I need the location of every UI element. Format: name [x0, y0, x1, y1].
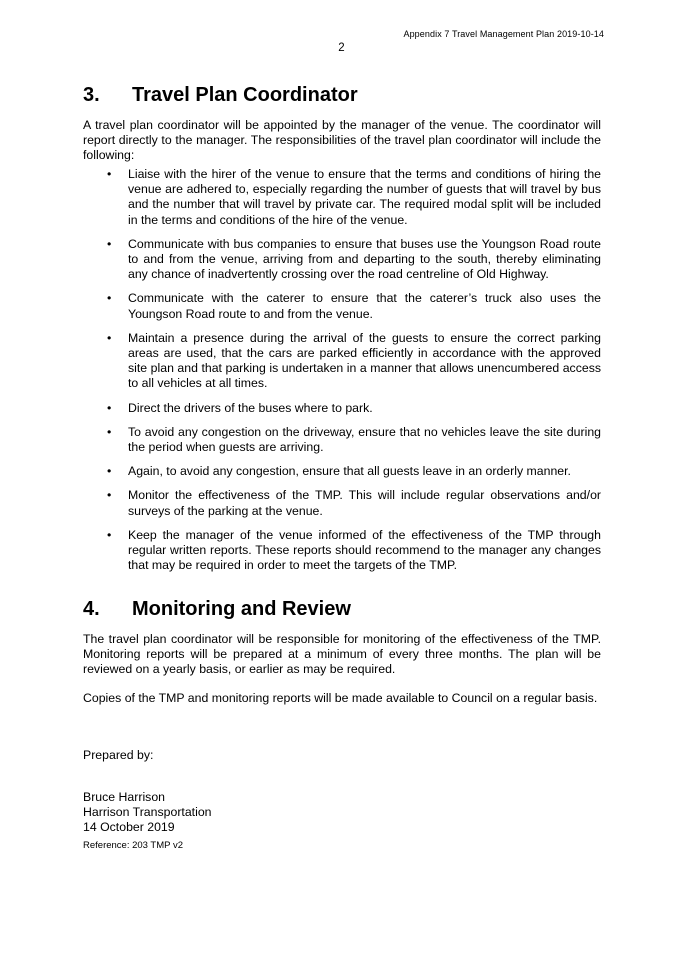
bullet-glyph: • — [107, 527, 112, 542]
responsibility-item — [83, 401, 601, 416]
responsibility-text: Monitor the effectiveness of the TMP. This will include regular observations and/or surveys of the parking at the venue. — [128, 488, 601, 518]
responsibility-text: Again, to avoid any congestion, ensure that all guests leave in an orderly manner. — [128, 464, 571, 479]
responsibility-text: Direct the drivers of the buses where to park. — [128, 400, 373, 415]
section-3-intro: A travel plan coordinator will be appointed by the manager of the venue. The coordinator will report directly to the manager. The responsibilities of the travel plan coordinator will include the following: — [83, 118, 601, 163]
responsibility-item — [83, 425, 601, 455]
responsibility-item — [83, 464, 601, 479]
author-company: Harrison Transportation — [83, 805, 212, 819]
responsibility-item — [83, 167, 601, 228]
bullet-glyph: • — [107, 291, 112, 306]
bullet-glyph: • — [107, 236, 112, 251]
responsibility-text: Maintain a presence during the arrival of the guests to ensure the correct parking areas are used, that the cars are parked efficiently in accordance with the approved site plan and that parking is undertaken in a manner that allows unencumbered access to all vehicles at all times. — [128, 330, 601, 391]
section-4-heading — [83, 598, 351, 621]
section-3-number: 3. — [83, 84, 100, 106]
responsibility-item — [83, 237, 601, 283]
prepared-by-label: Prepared by: — [83, 748, 154, 762]
responsibility-text: Keep the manager of the venue informed of the effectiveness of the TMP through regular written reports. These reports should recommend to the manager any changes that may be required in order to meet the targets of the TMP. — [128, 527, 601, 573]
bullet-glyph: • — [107, 167, 112, 181]
document-date: 14 October 2019 — [83, 820, 175, 834]
document-reference-header: Appendix 7 Travel Management Plan 2019-10-14 — [403, 29, 604, 39]
bullet-glyph: • — [107, 330, 112, 345]
section-4-paragraph-2: Copies of the TMP and monitoring reports will be made available to Council on a regular basis. — [83, 691, 598, 705]
responsibility-text: Communicate with the caterer to ensure that the caterer’s truck also uses the Youngson Road route to and from the venue. — [128, 291, 601, 321]
responsibility-text: To avoid any congestion on the driveway, ensure that no vehicles leave the site during the period when guests are arriving. — [128, 424, 601, 455]
responsibility-item — [83, 291, 601, 321]
responsibility-item — [83, 331, 601, 392]
section-3-heading — [83, 84, 358, 107]
section-3-title: Travel Plan Coordinator — [132, 84, 358, 106]
responsibility-item — [83, 528, 601, 574]
responsibility-item — [83, 488, 601, 518]
responsibility-text: Liaise with the hirer of the venue to ensure that the terms and conditions of hiring the venue are adhered to, especially regarding the number of guests that will travel by bus and the number that will travel by private car. The required modal split will be included in the terms and conditions of the hire of the venue. — [128, 167, 601, 227]
responsibility-text: Communicate with bus companies to ensure that buses use the Youngson Road route to and from the venue, arriving from and departing to the south, thereby eliminating any chance of inadvertently crossing over the road centreline of Old Highway. — [128, 236, 601, 282]
section-4-paragraph-1: The travel plan coordinator will be responsible for monitoring of the effectiveness of the TMP. Monitoring reports will be prepared at a minimum of every three months. The plan will be reviewed on a yearly basis, or earlier as may be required. — [83, 632, 601, 677]
bullet-glyph: • — [107, 400, 112, 415]
document-reference: Reference: 203 TMP v2 — [83, 840, 183, 851]
responsibilities-list — [83, 167, 601, 582]
author-name: Bruce Harrison — [83, 790, 166, 804]
section-4-number: 4. — [83, 598, 100, 620]
bullet-glyph: • — [107, 424, 112, 439]
section-4-title: Monitoring and Review — [132, 598, 351, 620]
bullet-glyph: • — [107, 464, 112, 479]
page-number: 2 — [338, 42, 345, 54]
bullet-glyph: • — [107, 488, 112, 503]
